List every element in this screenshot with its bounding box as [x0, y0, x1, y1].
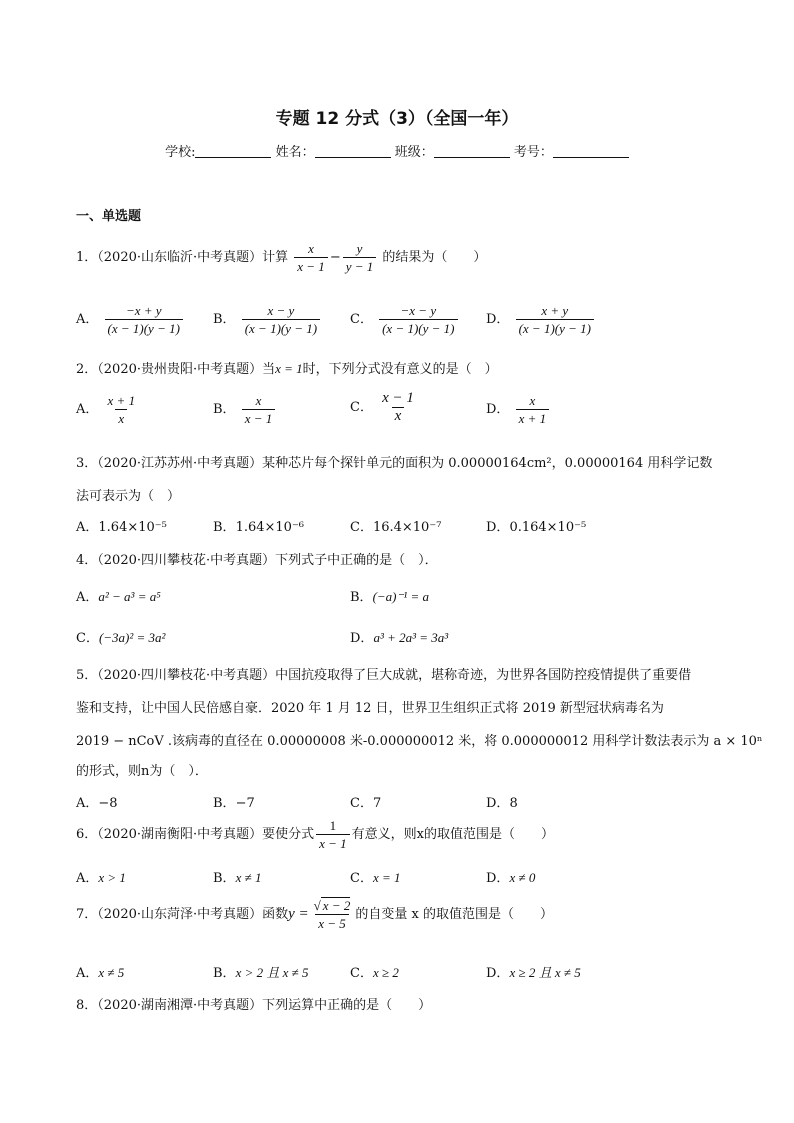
math-expression: y = [288, 906, 309, 922]
question-4-option-b[interactable] [350, 586, 429, 605]
fraction [105, 393, 139, 426]
question-3-option-b[interactable] [213, 516, 304, 535]
fraction [343, 241, 377, 274]
option-label: D． [486, 966, 510, 981]
numerator: 1 [329, 818, 337, 833]
option-text: 1.64×10⁻⁶ [235, 520, 305, 535]
fraction [379, 303, 457, 336]
option-label: A． [76, 871, 99, 886]
question-5-line-3: 2019 − nCoV .该病毒的直径在 0.00000008 米-0.000000012 米，将 0.000000012 用科学计数法表示为 a × 10ⁿ [76, 734, 763, 749]
question-4-option-a[interactable] [76, 586, 161, 605]
option-label: B． [213, 966, 236, 981]
numerator: x − y [267, 303, 295, 318]
option-label: C． [350, 796, 373, 811]
question-2-option-c[interactable] [350, 391, 419, 424]
option-label: D． [486, 402, 510, 417]
question-1-option-d[interactable] [486, 303, 596, 336]
question-1-option-a[interactable] [76, 303, 185, 336]
option-label: C． [350, 966, 373, 981]
question-6-option-a[interactable] [76, 867, 126, 886]
name-label: 姓名： [275, 145, 315, 160]
math-expression: x = 1 [275, 361, 303, 376]
class-label: 班级： [394, 145, 434, 160]
school-label: 学校: [165, 145, 196, 160]
question-6-option-c[interactable] [350, 867, 401, 886]
question-3-option-a[interactable] [76, 516, 167, 535]
question-1-option-c[interactable] [350, 303, 460, 336]
question-1-suffix: 的结果为（ ） [382, 250, 487, 265]
option-label: C． [350, 400, 373, 415]
question-7-option-d[interactable] [486, 962, 581, 981]
option-text: 0.164×10⁻⁵ [509, 520, 587, 535]
option-label: C． [350, 312, 373, 327]
fraction [242, 393, 276, 426]
option-label: A． [76, 520, 99, 535]
question-5-line-4: 的形式，则n为（ ）． [76, 764, 208, 779]
option-text: x = 1 [372, 870, 401, 885]
question-6-option-d[interactable] [486, 867, 535, 886]
fraction [294, 241, 328, 274]
option-label: B． [213, 871, 236, 886]
sqrt-radicand: x − 2 [322, 898, 351, 913]
denominator: x [115, 409, 127, 426]
page-title: 专题 12 分式（3）（全国一年） [275, 109, 519, 129]
question-2-suffix: 时，下列分式没有意义的是（ ） [302, 362, 498, 377]
option-text: a² − a³ = a⁵ [98, 589, 161, 604]
question-2-option-d[interactable] [486, 393, 551, 426]
option-label: D． [486, 796, 510, 811]
class-blank[interactable] [434, 145, 510, 158]
question-4-option-d[interactable] [350, 627, 448, 646]
option-text: x > 2 且 x ≠ 5 [235, 965, 309, 980]
numerator: y [356, 241, 363, 256]
denominator: y − 1 [343, 257, 377, 274]
question-7-option-b[interactable] [213, 962, 309, 981]
option-text: x ≠ 1 [235, 870, 262, 885]
numerator: x [308, 241, 314, 256]
question-7-stem [76, 898, 553, 931]
numerator: √ x − 2 [313, 898, 351, 913]
question-5-option-d[interactable] [486, 792, 518, 811]
option-label: D． [486, 312, 510, 327]
option-text: 1.64×10⁻⁵ [98, 520, 167, 535]
school-blank[interactable] [195, 145, 271, 158]
option-text: −7 [235, 796, 255, 811]
option-label: C． [350, 871, 373, 886]
numerator: x + y [541, 303, 569, 318]
section-heading: 一、单选题 [76, 209, 142, 224]
question-2-stem [76, 358, 498, 377]
option-label: B． [213, 520, 236, 535]
fraction [105, 303, 183, 336]
option-text: x > 1 [98, 870, 126, 885]
option-text: x ≥ 2 且 x ≠ 5 [509, 965, 581, 980]
question-6-option-b[interactable] [213, 867, 261, 886]
question-1-prefix: 1．（2020·山东临沂·中考真题）计算 [76, 250, 289, 265]
number-blank[interactable] [553, 145, 629, 158]
option-label: D． [350, 631, 374, 646]
denominator: x − 1 [316, 834, 350, 851]
number-label: 考号： [513, 145, 553, 160]
question-7-option-c[interactable] [350, 962, 399, 981]
option-text: (−3a)² = 3a² [98, 630, 166, 645]
numerator: x [529, 393, 536, 408]
option-label: D． [486, 520, 510, 535]
question-7-suffix: 的自变量 x 的取值范围是（ ） [355, 907, 553, 922]
denominator: x + 1 [516, 409, 550, 426]
fraction [379, 391, 417, 424]
numerator: x − 1 [382, 390, 414, 406]
option-text: (−a)⁻¹ = a [372, 589, 430, 604]
option-label: B． [350, 590, 373, 605]
question-2-option-a[interactable] [76, 393, 140, 426]
question-1-stem: 1．（2020·山东临沂·中考真题）计算 $\frac{x}{x - 1}$ − $\frac{y}{y - 1}$ 的结果为（ ） [76, 241, 487, 274]
option-text: x ≥ 2 [372, 965, 399, 980]
question-4-option-c[interactable] [76, 627, 165, 646]
option-label: C． [350, 520, 373, 535]
option-text: x ≠ 5 [98, 965, 125, 980]
name-blank[interactable] [315, 145, 391, 158]
fraction [242, 303, 320, 336]
denominator: x − 1 [242, 409, 276, 426]
question-5-line-1: 5．（2020·四川攀枝花·中考真题）中国抗疫取得了巨大成就，堪称奇迹，为世界各国防控疫情提供了重要借 [76, 668, 692, 683]
option-text: x ≠ 0 [509, 870, 536, 885]
question-3-line-2: 法可表示为（ ） [76, 489, 181, 504]
question-3-option-d[interactable] [486, 516, 586, 535]
denominator: x − 5 [315, 914, 349, 931]
question-2-option-b[interactable] [213, 393, 277, 426]
question-3-line-1: 3．（2020·江苏苏州·中考真题）某种芯片每个探针单元的面积为 0.00000164cm²，0.00000164 用科学记数 [76, 456, 713, 471]
question-2-prefix: 2．（2020·贵州贵阳·中考真题）当 [76, 362, 276, 377]
fraction [311, 898, 354, 931]
question-6-prefix: 6．（2020·湖南衡阳·中考真题）要使分式 [76, 827, 315, 842]
numerator: x + 1 [107, 393, 136, 408]
question-8-stem: 8．（2020·湖南湘潭·中考真题）下列运算中正确的是（ ） [76, 998, 432, 1013]
question-6-suffix: 有意义，则x的取值范围是（ ） [351, 827, 555, 842]
numerator: −x + y [125, 303, 162, 318]
option-text: 8 [509, 796, 518, 811]
numerator: x [255, 393, 262, 408]
option-label: A． [76, 402, 99, 417]
question-5-option-b[interactable] [213, 792, 255, 811]
denominator: x [392, 407, 405, 424]
option-label: A． [76, 966, 99, 981]
question-3-option-c[interactable] [350, 516, 441, 535]
option-text: 7 [372, 796, 382, 811]
question-6-stem [76, 818, 554, 851]
question-4-stem: 4．（2020·四川攀枝花·中考真题）下列式子中正确的是（ ）． [76, 553, 438, 568]
fraction [516, 393, 550, 426]
student-info-line [0, 141, 794, 160]
option-label: C． [76, 631, 99, 646]
fraction [516, 303, 594, 336]
question-5-option-c[interactable] [350, 792, 381, 811]
question-1-option-b[interactable] [213, 303, 322, 336]
option-label: B． [213, 312, 236, 327]
denominator: x − 1 [294, 257, 328, 274]
option-label: B． [213, 402, 236, 417]
option-label: A． [76, 312, 99, 327]
denominator: (x − 1)(y − 1) [516, 319, 594, 336]
option-text: 16.4×10⁻⁷ [372, 520, 442, 535]
option-label: B． [213, 796, 236, 811]
denominator: (x − 1)(y − 1) [105, 319, 183, 336]
option-label: A． [76, 796, 99, 811]
fraction [316, 818, 350, 851]
option-label: D． [486, 871, 510, 886]
question-5-option-a[interactable] [76, 792, 118, 811]
numerator: −x − y [400, 303, 437, 318]
denominator: (x − 1)(y − 1) [242, 319, 320, 336]
option-label: A． [76, 590, 99, 605]
denominator: (x − 1)(y − 1) [379, 319, 457, 336]
question-7-prefix: 7．（2020·山东菏泽·中考真题）函数 [76, 907, 289, 922]
option-text: a³ + 2a³ = 3a³ [373, 630, 449, 645]
question-5-line-2: 鉴和支持，让中国人民倍感自豪．2020 年 1 月 12 日，世界卫生组织正式将 2019 新型冠状病毒名为 [76, 701, 664, 716]
question-7-option-a[interactable] [76, 962, 124, 981]
option-text: −8 [98, 796, 118, 811]
